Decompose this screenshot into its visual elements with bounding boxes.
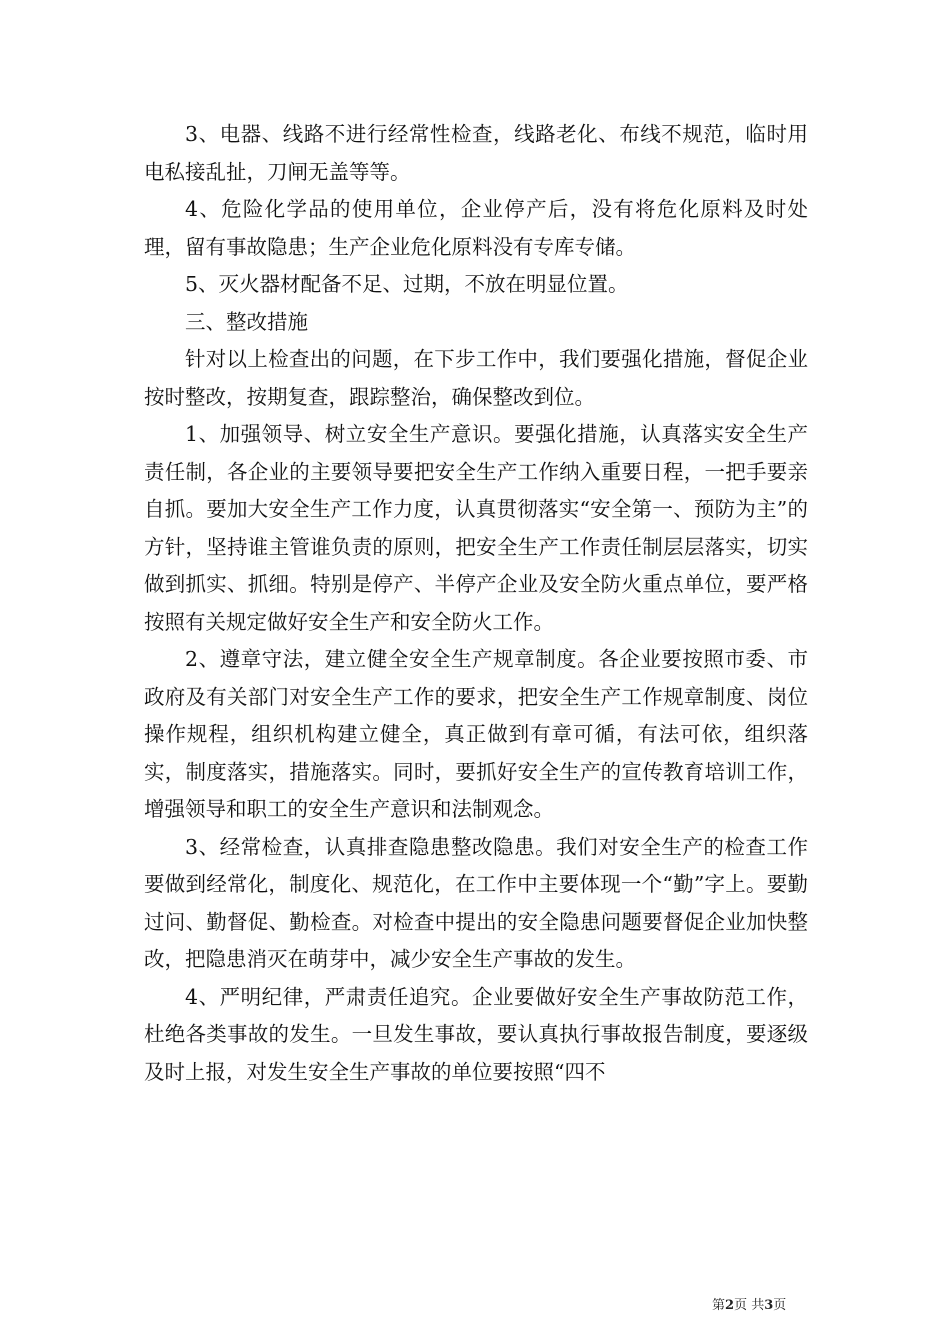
paragraph-issue-3: 3、电器、线路不进行经常性检查，线路老化、布线不规范，临时用电私接乱扯，刀闸无盖等等。 [144,122,808,184]
paragraph-measure-3: 3、经常检查，认真排查隐患整改隐患。我们对安全生产的检查工作要做到经常化，制度化、规范化，在工作中主要体现一个“勤”字上。要勤过问、勤督促、勤检查。对检查中提出的安全隐患问题要督促企业加快整改，把隐患消灭在萌芽中，减少安全生产事故的发生。 [144,834,808,971]
paragraph-measure-1: 1、加强领导、树立安全生产意识。要强化措施，认真落实安全生产责任制，各企业的主要领导要把安全生产工作纳入重要日程，一把手要亲自抓。要加大安全生产工作力度，认真贯彻落实“安全第一、预防为主”的方针，坚持谁主管谁负责的原则，把安全生产工作责任制层层落实，切实做到抓实、抓细。特别是停产、半停产企业及安全防火重点单位，要严格按照有关规定做好安全生产和安全防火工作。 [144,422,808,634]
footer-middle: 页 共 [734,1298,765,1313]
footer-current-page: 2 [725,1298,735,1313]
footer-prefix: 第 [712,1298,726,1313]
footer-total-pages: 3 [764,1298,774,1313]
document-body [144,116,808,1091]
section-heading-rectification: 三、整改措施 [185,309,308,334]
paragraph-measure-4: 4、严明纪律，严肃责任追究。企业要做好安全生产事故防范工作，杜绝各类事故的发生。一旦发生事故，要认真执行事故报告制度，要逐级及时上报，对发生安全生产事故的单位要按照“四不 [144,984,808,1084]
paragraph-intro: 针对以上检查出的问题，在下步工作中，我们要强化措施，督促企业按时整改，按期复查，跟踪整治，确保整改到位。 [144,347,808,409]
paragraph-measure-2: 2、遵章守法，建立健全安全生产规章制度。各企业要按照市委、市政府及有关部门对安全生产工作的要求，把安全生产工作规章制度、岗位操作规程，组织机构建立健全，真正做到有章可循，有法可依，组织落实，制度落实，措施落实。同时，要抓好安全生产的宣传教育培训工作，增强领导和职工的安全生产意识和法制观念。 [144,647,808,821]
page-number-footer [712,1298,812,1314]
paragraph-issue-4: 4、危险化学品的使用单位，企业停产后，没有将危化原料及时处理，留有事故隐患；生产企业危化原料没有专库专储。 [144,197,808,259]
footer-suffix: 页 [773,1298,787,1313]
paragraph-issue-5: 5、灭火器材配备不足、过期，不放在明显位置。 [185,272,629,296]
